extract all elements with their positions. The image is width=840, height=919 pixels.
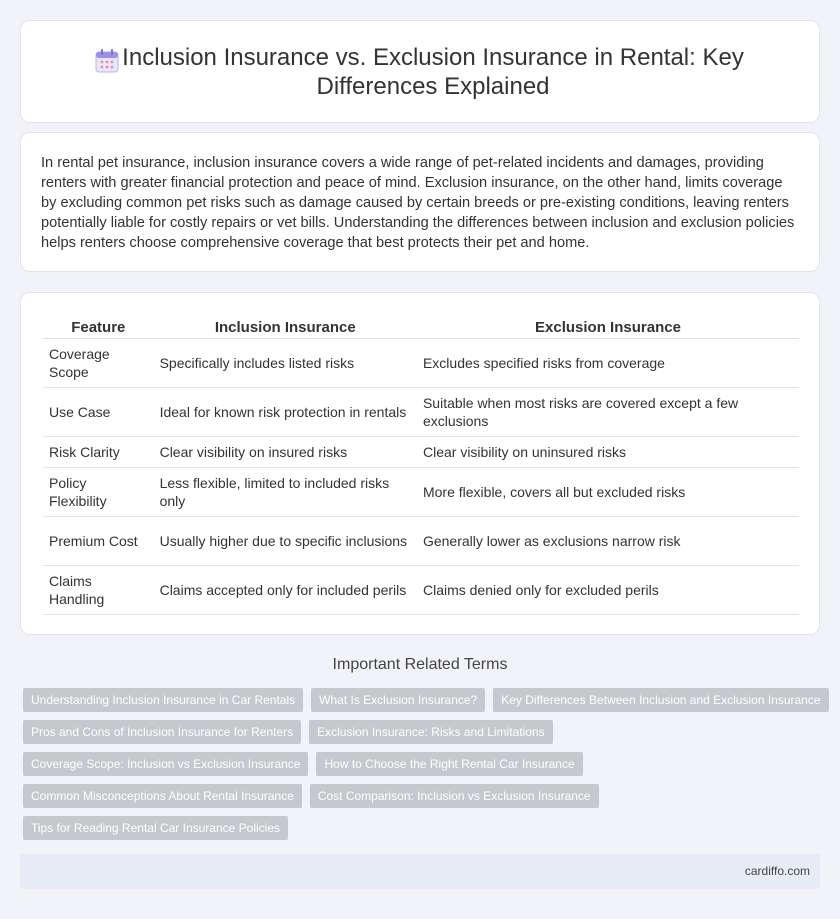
related-terms-title: Important Related Terms bbox=[332, 656, 508, 673]
related-tag[interactable]: Key Differences Between Inclusion and Exclusion Insurance bbox=[493, 688, 828, 712]
table-row bbox=[43, 517, 799, 566]
cell-exclusion: Clear visibility on uninsured risks bbox=[417, 437, 799, 468]
cell-exclusion: Excludes specified risks from coverage bbox=[417, 339, 799, 388]
cell-exclusion: Generally lower as exclusions narrow risk bbox=[417, 517, 799, 566]
cell-inclusion: Usually higher due to specific inclusions bbox=[154, 517, 417, 566]
cell-exclusion: Claims denied only for excluded perils bbox=[417, 566, 799, 615]
page-title: Inclusion Insurance vs. Exclusion Insurance in Rental: Key Differences Explained bbox=[122, 43, 744, 100]
cell-feature: Use Case bbox=[43, 388, 154, 437]
related-terms-list bbox=[23, 688, 823, 848]
table-row bbox=[43, 339, 799, 388]
table-row bbox=[43, 437, 799, 468]
comparison-table bbox=[43, 311, 799, 615]
header-feature: Feature bbox=[43, 311, 154, 339]
related-tag[interactable]: Pros and Cons of Inclusion Insurance for Renters bbox=[23, 720, 301, 744]
related-tag[interactable]: Coverage Scope: Inclusion vs Exclusion Insurance bbox=[23, 752, 308, 776]
cell-inclusion: Specifically includes listed risks bbox=[154, 339, 417, 388]
cell-exclusion: More flexible, covers all but excluded risks bbox=[417, 468, 799, 517]
related-tag[interactable]: Tips for Reading Rental Car Insurance Policies bbox=[23, 816, 288, 840]
cell-inclusion: Claims accepted only for included perils bbox=[154, 566, 417, 615]
related-tag[interactable]: What Is Exclusion Insurance? bbox=[311, 688, 485, 712]
related-tag[interactable]: Understanding Inclusion Insurance in Car Rentals bbox=[23, 688, 303, 712]
intro-card bbox=[20, 132, 820, 272]
cell-feature: Risk Clarity bbox=[43, 437, 154, 468]
header-inclusion: Inclusion Insurance bbox=[154, 311, 417, 339]
related-tag[interactable]: Cost Comparison: Inclusion vs Exclusion Insurance bbox=[310, 784, 599, 808]
intro-text: In rental pet insurance, inclusion insurance covers a wide range of pet-related incidents and damages, providing renters with greater financial protection and peace of mind. Exclusion insurance, on the other hand, limits coverage by excluding common pet risks such as damage caused by certain breeds or pre-existing conditions, leaving renters potentially liable for costly repairs or vet bills. Understanding the differences between inclusion and exclusion policies helps renters choose comprehensive coverage that best protects their pet and home. bbox=[41, 155, 795, 251]
cell-inclusion: Ideal for known risk protection in rentals bbox=[154, 388, 417, 437]
related-tag[interactable]: Common Misconceptions About Rental Insurance bbox=[23, 784, 302, 808]
cell-inclusion: Clear visibility on insured risks bbox=[154, 437, 417, 468]
footer bbox=[20, 854, 820, 889]
cell-feature: Premium Cost bbox=[43, 517, 154, 566]
cell-exclusion: Suitable when most risks are covered except a few exclusions bbox=[417, 388, 799, 437]
header-card bbox=[20, 20, 820, 123]
header-exclusion: Exclusion Insurance bbox=[417, 311, 799, 339]
table-row bbox=[43, 468, 799, 517]
table-row bbox=[43, 388, 799, 437]
table-row bbox=[43, 566, 799, 615]
table-header-row bbox=[43, 311, 799, 339]
related-tag[interactable]: How to Choose the Right Rental Car Insurance bbox=[316, 752, 582, 776]
cell-feature: Coverage Scope bbox=[43, 339, 154, 388]
cell-feature: Claims Handling bbox=[43, 566, 154, 615]
comparison-table-card bbox=[20, 292, 820, 635]
cell-feature: Policy Flexibility bbox=[43, 468, 154, 517]
footer-site-link[interactable]: cardiffo.com bbox=[744, 864, 810, 878]
cell-inclusion: Less flexible, limited to included risks only bbox=[154, 468, 417, 517]
related-tag[interactable]: Exclusion Insurance: Risks and Limitations bbox=[309, 720, 552, 744]
